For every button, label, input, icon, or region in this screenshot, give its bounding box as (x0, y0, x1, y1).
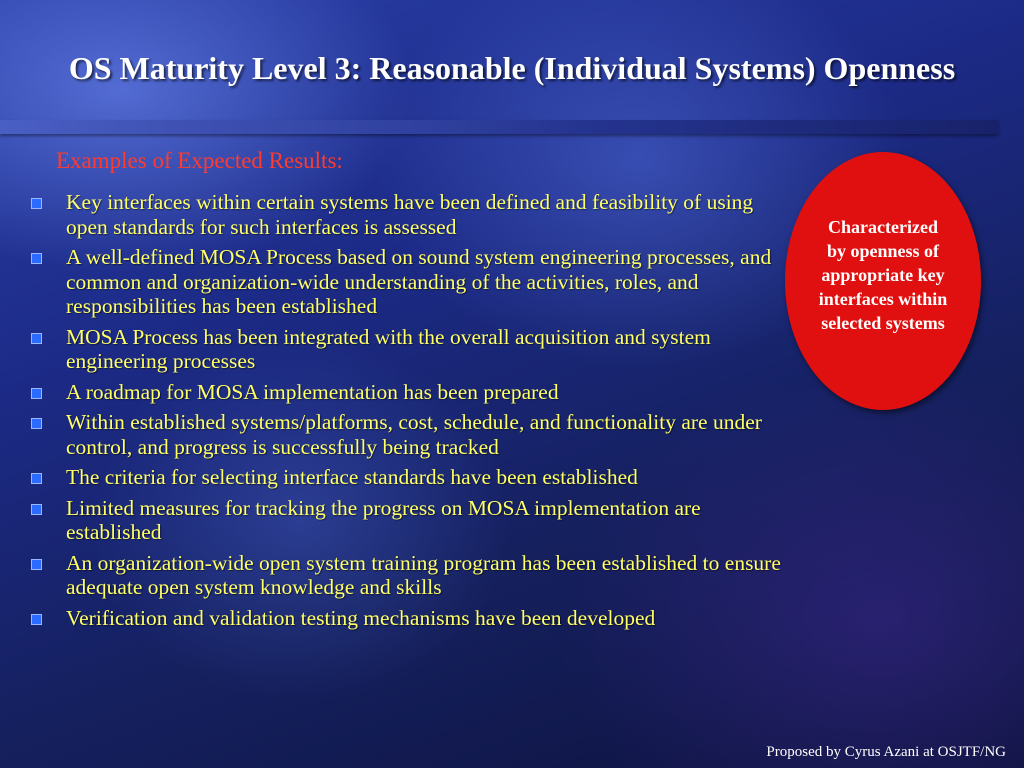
bullet-text: A well-defined MOSA Process based on sound system engineering processes, and common and organization-wide understanding of the activities, roles, and responsibilities has been established (66, 245, 772, 318)
bullet-text: Key interfaces within certain systems have been defined and feasibility of using open standards for such interfaces is assessed (66, 190, 754, 239)
footer-credit: Proposed by Cyrus Azani at OSJTF/NG (766, 744, 1006, 760)
bullet-list (28, 190, 788, 636)
list-item (28, 465, 788, 490)
bullet-text: Verification and validation testing mechanisms have been developed (66, 605, 656, 630)
callout-line: Characterized (828, 217, 938, 237)
list-item (28, 496, 788, 545)
callout-line: interfaces within (818, 289, 948, 309)
section-subtitle: Examples of Expected Results: (56, 148, 343, 173)
bullet-text: Within established systems/platforms, cost, schedule, and functionality are under control, and progress is successfully being tracked (66, 410, 762, 459)
square-bullet-icon (31, 504, 42, 515)
bullet-text: A roadmap for MOSA implementation has been prepared (66, 379, 559, 404)
bullet-text: MOSA Process has been integrated with the overall acquisition and system engineering processes (66, 324, 711, 373)
bullet-text: The criteria for selecting interface standards have been established (66, 465, 638, 489)
callout-line: by openness of (826, 241, 940, 261)
callout-line: selected systems (821, 313, 945, 333)
callout-text (790, 215, 976, 335)
square-bullet-icon (31, 333, 42, 344)
square-bullet-icon (31, 559, 42, 570)
list-item (28, 606, 788, 631)
bullet-text: An organization-wide open system training program has been established to ensure adequate open system knowledge and skills (66, 550, 781, 599)
list-item (28, 245, 788, 319)
title-divider-bar (0, 120, 998, 134)
square-bullet-icon (31, 388, 42, 399)
square-bullet-icon (31, 473, 42, 484)
list-item (28, 380, 788, 405)
square-bullet-icon (31, 614, 42, 625)
list-item (28, 190, 788, 239)
list-item (28, 410, 788, 459)
callout-line: appropriate key (821, 265, 945, 285)
list-item (28, 551, 788, 600)
slide-title: OS Maturity Level 3: Reasonable (Individual Systems) Openness (68, 50, 956, 86)
square-bullet-icon (31, 418, 42, 429)
square-bullet-icon (31, 253, 42, 264)
square-bullet-icon (31, 198, 42, 209)
bullet-text: Limited measures for tracking the progress on MOSA implementation are established (66, 495, 701, 544)
list-item (28, 325, 788, 374)
